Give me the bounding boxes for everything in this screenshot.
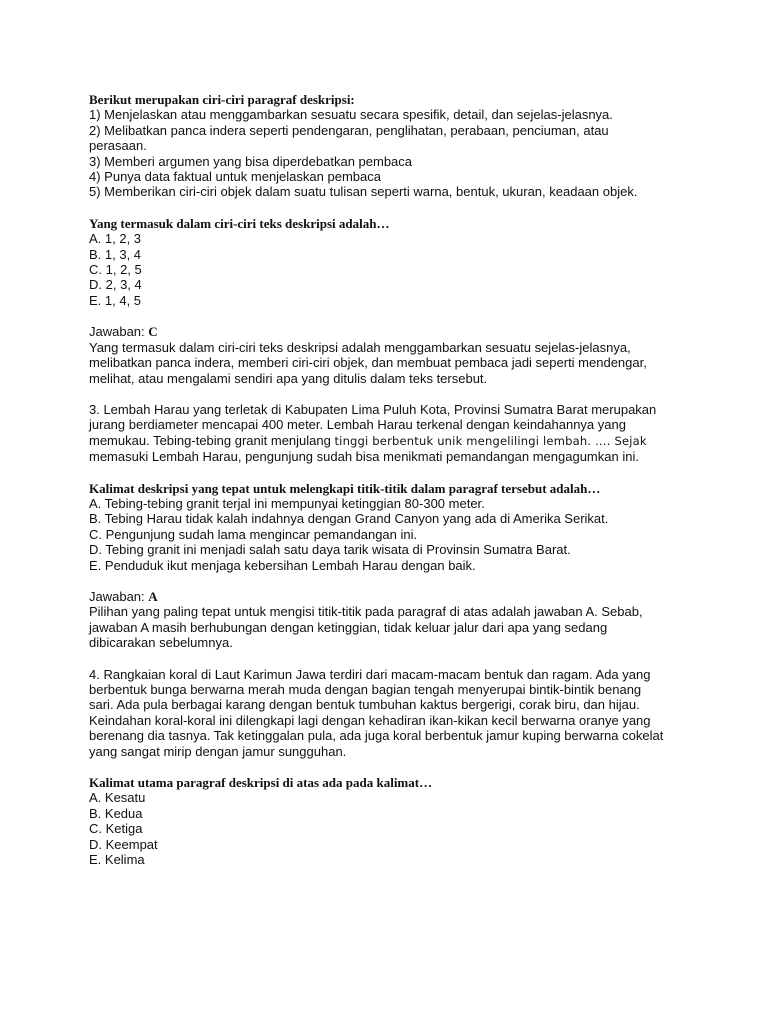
passage-segment: tinggi berbentuk unik mengelilingi lembah. …. Sejak bbox=[334, 433, 647, 448]
explanation-line: melibatkan panca indera, memberi ciri-ciri objek, dan membuat pembaca jadi seperti mendengar, bbox=[89, 355, 647, 371]
passage-line: 3. Lembah Harau yang terletak di Kabupaten Lima Puluh Kota, Provinsi Sumatra Barat merupakan bbox=[89, 401, 657, 417]
intro-item: 3) Memberi argumen yang bisa diperdebatkan pembaca bbox=[89, 153, 413, 169]
intro-item: 2) Melibatkan panca indera seperti pendengaran, penglihatan, perabaan, penciuman, atau bbox=[89, 122, 609, 138]
option-item: A. Kesatu bbox=[89, 790, 146, 806]
explanation-line: Yang termasuk dalam ciri-ciri teks deskripsi adalah menggambarkan sesuatu sejelas-jelasnya, bbox=[89, 339, 631, 355]
explanation-line: jawaban A masih berhubungan dengan ketinggian, tidak keluar jalur dari apa yang sedang bbox=[89, 619, 608, 635]
option-item: D. Tebing granit ini menjadi salah satu daya tarik wisata di Provinsin Sumatra Barat. bbox=[89, 542, 571, 558]
answer-1 bbox=[89, 324, 689, 339]
answer-3 bbox=[89, 589, 689, 604]
option-item: B. 1, 3, 4 bbox=[89, 246, 142, 262]
question-1: Yang termasuk dalam ciri-ciri teks deskripsi adalah… bbox=[89, 215, 390, 231]
option-item: D. Keempat bbox=[89, 836, 158, 852]
option-item: C. 1, 2, 5 bbox=[89, 262, 142, 278]
answer-label: Jawaban: bbox=[89, 324, 149, 340]
option-item: A. 1, 2, 3 bbox=[89, 231, 142, 247]
intro-title: Berikut merupakan ciri-ciri paragraf deskripsi: bbox=[89, 92, 355, 107]
option-item: A. Tebing-tebing granit terjal ini mempunyai ketinggian 80-300 meter. bbox=[89, 495, 485, 511]
option-item: B. Tebing Harau tidak kalah indahnya dengan Grand Canyon yang ada di Amerika Serikat. bbox=[89, 511, 609, 527]
document-page bbox=[89, 92, 689, 867]
intro-item: perasaan. bbox=[89, 138, 147, 154]
option-item: C. Pengunjung sudah lama mengincar pemandangan ini. bbox=[89, 526, 418, 542]
option-item: B. Kedua bbox=[89, 805, 143, 821]
passage-line: memasuki Lembah Harau, pengunjung sudah bisa menikmati pemandangan mengagumkan ini. bbox=[89, 449, 639, 465]
answer-letter: A bbox=[148, 588, 158, 604]
explanation-line: melihat, atau mengalami sendiri apa yang ditulis dalam teks tersebut. bbox=[89, 370, 488, 386]
passage-line bbox=[89, 433, 689, 449]
passage-line: 4. Rangkaian koral di Laut Karimun Jawa terdiri dari macam-macam bentuk dan ragam. Ada yang bbox=[89, 666, 651, 682]
option-item: E. Penduduk ikut menjaga kebersihan Lembah Harau dengan baik. bbox=[89, 557, 476, 573]
answer-label: Jawaban: bbox=[89, 588, 149, 604]
explanation-line: dibicarakan sebelumnya. bbox=[89, 635, 233, 651]
intro-item: 5) Memberikan ciri-ciri objek dalam suatu tulisan seperti warna, bentuk, ukuran, keadaan objek. bbox=[89, 184, 638, 200]
passage-line: yang sangat mirip dengan jamur sungguhan. bbox=[89, 743, 347, 759]
answer-letter: C bbox=[148, 324, 158, 340]
passage-line: berbentuk bunga berwarna merah muda dengan bagian tengah menyerupai bintik-bintik benang bbox=[89, 682, 642, 697]
explanation-line: Pilihan yang paling tepat untuk mengisi titik-titik pada paragraf di atas adalah jawaban A. Sebab, bbox=[89, 604, 643, 620]
passage-line: sari. Ada pula berbagai karang dengan bentuk tumbuhan kaktus bergerigi, corak biru, dan hijau. bbox=[89, 697, 640, 713]
passage-line: berenang dia tasnya. Tak ketinggalan pula, ada juga koral berbentuk jamur kuping berwarna cokelat bbox=[89, 728, 664, 744]
passage-segment: memukau. Tebing-tebing granit menjulang bbox=[89, 432, 335, 448]
intro-item: 1) Menjelaskan atau menggambarkan sesuatu secara spesifik, detail, dan sejelas-jelasnya. bbox=[89, 107, 613, 123]
option-item: E. 1, 4, 5 bbox=[89, 292, 142, 308]
intro-item: 4) Punya data faktual untuk menjelaskan pembaca bbox=[89, 169, 381, 185]
passage-line: jurang berdiameter mencapai 400 meter. Lembah Harau terkenal dengan keindahannya yang bbox=[89, 417, 626, 433]
question-3: Kalimat deskripsi yang tepat untuk melengkapi titik-titik dalam paragraf tersebut adalah… bbox=[89, 480, 601, 496]
question-4: Kalimat utama paragraf deskripsi di atas ada pada kalimat… bbox=[89, 775, 433, 791]
option-item: D. 2, 3, 4 bbox=[89, 277, 142, 293]
option-item: C. Ketiga bbox=[89, 821, 143, 837]
passage-line: Keindahan koral-koral ini dilengkapi lagi dengan kehadiran ikan-kikan kecil berwarna oranye yang bbox=[89, 712, 651, 728]
option-item: E. Kelima bbox=[89, 852, 145, 868]
